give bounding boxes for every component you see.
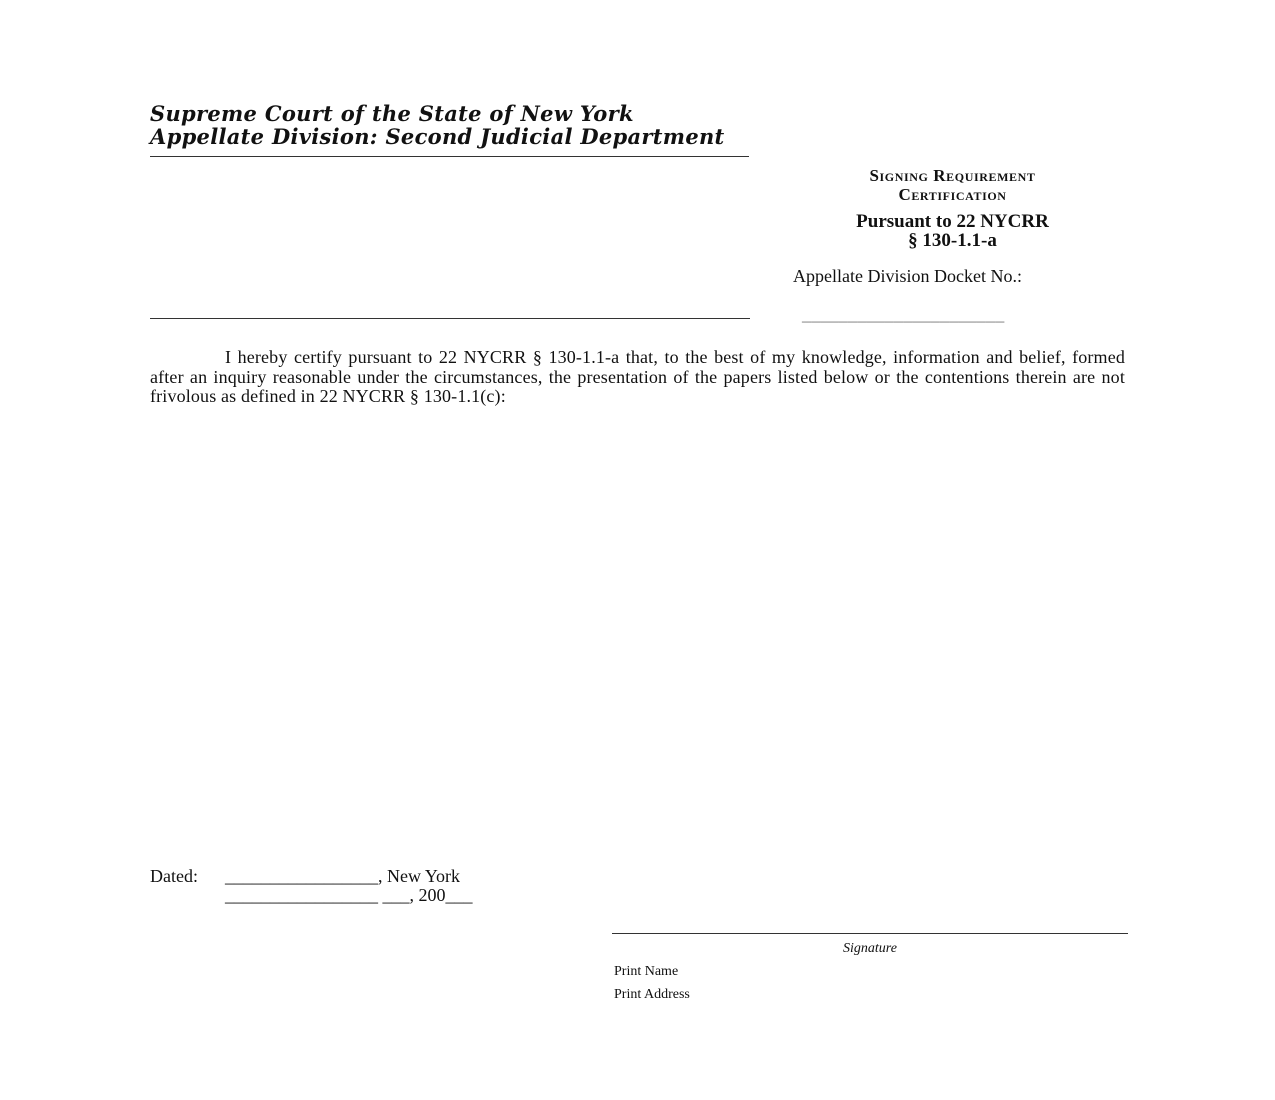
certification-title-line2: Certification <box>898 185 1007 204</box>
court-name: Supreme Court of the State of New York <box>150 101 634 126</box>
signature-label: Signature <box>843 941 897 956</box>
dated-location-line[interactable]: _________________, New York <box>225 866 461 886</box>
certification-title-line1: Signing Requirement <box>869 166 1036 185</box>
docket-label: Appellate Division Docket No.: <box>793 266 1022 286</box>
print-address-label: Print Address <box>614 987 690 1002</box>
court-division: Appellate Division: Second Judicial Department <box>150 124 725 149</box>
docket-number-field[interactable]: ______________________ <box>802 304 1005 324</box>
certification-paragraph: I hereby certify pursuant to 22 NYCRR § 130-1.1-a that, to the best of my knowledge, information and belief, formed after an inquiry reasonable under the circumstances, the presentation of the papers listed below or the contentions therein are not frivolous as defined in 22 NYCRR § 130-1.1(c): <box>150 347 1125 406</box>
caption-divider <box>150 318 750 319</box>
dated-date-line[interactable]: _________________ ___, 200___ <box>225 885 473 905</box>
print-name-label: Print Name <box>614 964 679 979</box>
pursuant-line1: Pursuant to 22 NYCRR <box>856 211 1049 232</box>
pursuant-line2: § 130-1.1-a <box>908 230 997 251</box>
signature-line[interactable] <box>612 933 1128 934</box>
header-divider <box>150 156 749 157</box>
dated-label: Dated: <box>150 866 198 886</box>
